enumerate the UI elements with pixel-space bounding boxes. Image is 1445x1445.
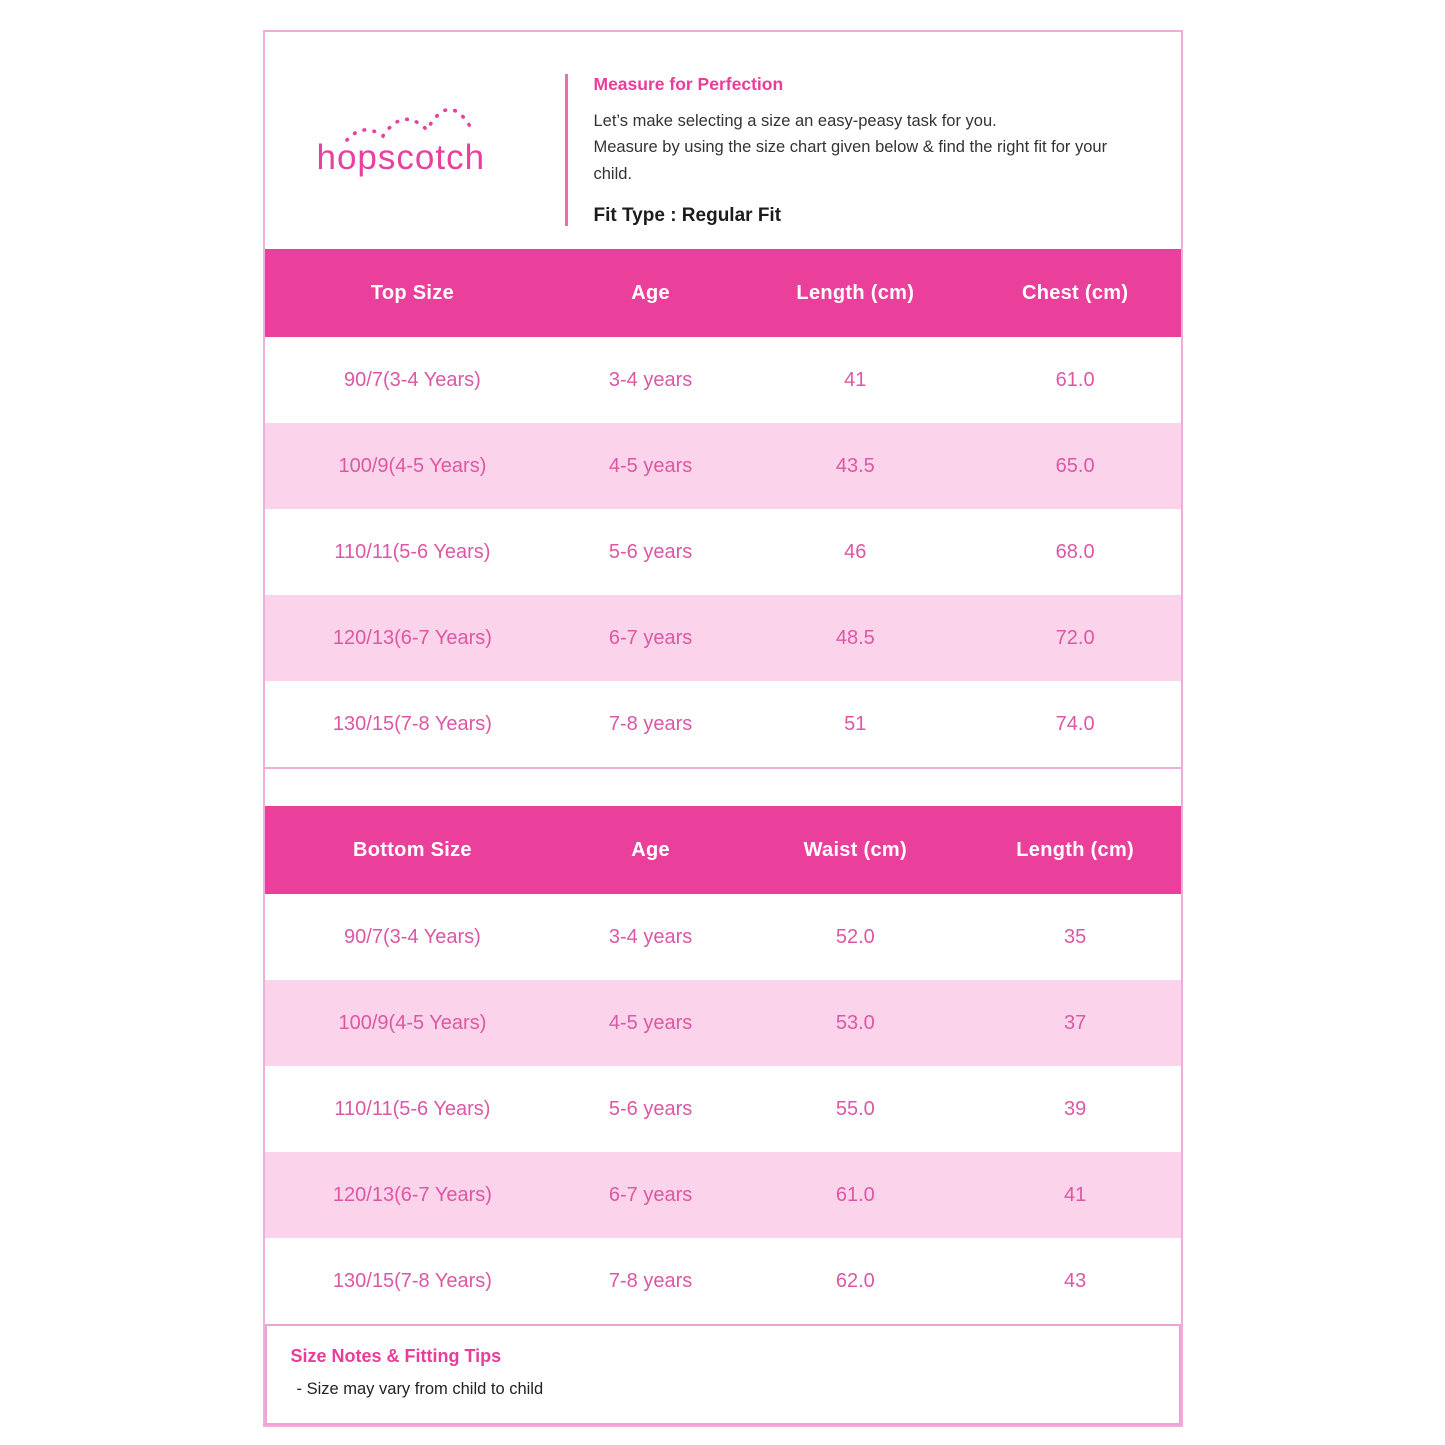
table-cell: 61.0	[1055, 368, 1095, 391]
vertical-divider	[565, 74, 568, 226]
table-cell: 41	[844, 368, 867, 391]
bottom-size-table	[265, 806, 1181, 1324]
table-cell: 52.0	[835, 925, 875, 948]
top-size-table	[265, 249, 1181, 769]
table-row	[265, 681, 1181, 767]
table-cell: 74.0	[1055, 712, 1095, 735]
table-cell: 65.0	[1055, 454, 1095, 477]
table-cell: 110/11(5-6 Years)	[334, 540, 491, 563]
table-cell: 90/7(3-4 Years)	[344, 925, 481, 948]
table-cell: 35	[1064, 925, 1087, 948]
table-cell: 5-6 years	[608, 1097, 693, 1120]
table-cell: 37	[1064, 1011, 1087, 1034]
column-header: Length (cm)	[1016, 838, 1134, 861]
size-notes-title: Size Notes & Fitting Tips	[290, 1346, 502, 1367]
size-notes-text: - Size may vary from child to child	[296, 1380, 544, 1399]
table-cell: 68.0	[1055, 540, 1095, 563]
table-cell: 43.5	[835, 454, 875, 477]
table-cell: 130/15(7-8 Years)	[332, 712, 492, 735]
table-cell: 100/9(4-5 Years)	[338, 1011, 487, 1034]
logo-text: hopscotch	[316, 138, 486, 177]
table-row	[265, 1152, 1181, 1238]
table-cell: 90/7(3-4 Years)	[344, 368, 481, 391]
table-cell: 100/9(4-5 Years)	[338, 454, 487, 477]
fit-type-label: Fit Type : Regular Fit	[593, 205, 782, 227]
column-header: Age	[631, 838, 670, 861]
column-header: Bottom Size	[353, 838, 472, 861]
table-row	[265, 894, 1181, 980]
table-cell: 4-5 years	[608, 454, 693, 477]
table-cell: 39	[1064, 1097, 1087, 1120]
table-cell: 3-4 years	[608, 925, 693, 948]
table-cell: 120/13(6-7 Years)	[332, 1183, 492, 1206]
table-cell: 7-8 years	[608, 712, 693, 735]
table-cell: 110/11(5-6 Years)	[334, 1097, 491, 1120]
column-header: Waist (cm)	[803, 838, 907, 861]
table-gap	[265, 769, 1181, 806]
brand-header	[265, 32, 1181, 249]
table-header-row	[265, 806, 1181, 894]
column-header: Chest (cm)	[1021, 281, 1129, 304]
table-row	[265, 423, 1181, 509]
table-cell: 61.0	[835, 1183, 875, 1206]
column-header: Top Size	[370, 281, 454, 304]
table-row	[265, 1238, 1181, 1324]
table-cell: 130/15(7-8 Years)	[332, 1269, 492, 1292]
table-cell: 46	[844, 540, 867, 563]
table-cell: 6-7 years	[608, 626, 693, 649]
size-notes-box	[265, 1324, 1181, 1425]
table-cell: 7-8 years	[608, 1269, 693, 1292]
table-row	[265, 595, 1181, 681]
intro-block	[594, 72, 1147, 227]
table-cell: 48.5	[835, 626, 875, 649]
table-cell: 6-7 years	[608, 1183, 693, 1206]
intro-title: Measure for Perfection	[593, 74, 784, 94]
table-cell: 5-6 years	[608, 540, 693, 563]
column-header: Length (cm)	[796, 281, 915, 304]
table-cell: 41	[1064, 1183, 1087, 1206]
table-cell: 120/13(6-7 Years)	[332, 626, 492, 649]
table-cell: 4-5 years	[608, 1011, 693, 1034]
table-cell: 55.0	[835, 1097, 875, 1120]
hopscotch-logo	[317, 72, 513, 175]
table-row	[265, 1066, 1181, 1152]
size-chart-page	[263, 30, 1183, 1427]
table-row	[265, 337, 1181, 423]
column-header: Age	[631, 281, 670, 304]
table-row	[265, 509, 1181, 595]
intro-line-2: Measure by using the size chart given below & find the right fit for your child.	[593, 138, 1108, 183]
table-cell: 53.0	[835, 1011, 875, 1034]
table-cell: 51	[844, 712, 867, 735]
table-cell: 72.0	[1055, 626, 1095, 649]
table-cell: 43	[1064, 1269, 1087, 1292]
table-cell: 3-4 years	[608, 368, 693, 391]
table-header-row	[265, 249, 1181, 337]
table-cell: 62.0	[835, 1269, 875, 1292]
intro-line-1: Let’s make selecting a size an easy-peasy task for you.	[593, 112, 997, 130]
table-row	[265, 980, 1181, 1066]
